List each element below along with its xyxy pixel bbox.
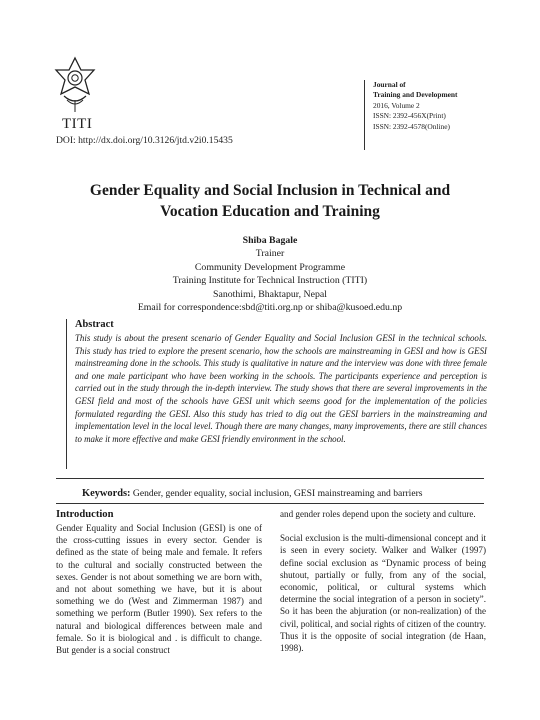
intro-left-column — [56, 508, 262, 656]
intro-right-column — [280, 508, 486, 654]
journal-name-line2: Training and Development — [373, 90, 458, 100]
author-name: Shiba Bagale — [242, 235, 298, 246]
journal-issn-print: ISSN: 2392-456X(Print) — [373, 111, 446, 121]
intro-right-paragraph-2: Social exclusion is the multi-dimensional concept and it is seen in every society. Walker and Walker (1997) define social exclusion as “Dynamic process of being shutout, partially or fully, from any of the social, economic, political, or cultural systems which determine the social integration of a person in society”. So it has been the abjuration (or non-realization) of the civil, political, and social rights of citizen of the country. Thus it is the opposite of social integration (de Haan, 1998). — [280, 533, 486, 654]
journal-name-line1: Journal of — [373, 80, 406, 89]
titi-logo-icon — [54, 56, 96, 118]
abstract-section — [66, 319, 487, 469]
abstract-heading: Abstract — [75, 319, 114, 330]
journal-info — [364, 80, 491, 150]
divider-top — [56, 478, 484, 479]
author-role: Trainer — [255, 248, 285, 260]
journal-year-volume: 2016, Volume 2 — [373, 100, 420, 110]
keywords-line — [82, 488, 423, 499]
paper-title: Gender Equality and Social Inclusion in Technical and Vocation Education and Training — [89, 182, 451, 220]
intro-heading: Introduction — [56, 509, 114, 520]
intro-left-paragraph: Gender Equality and Social Inclusion (GESI) is one of the cross-cutting issues in every sector. Gender is defined as the state of being male and female. It refers to the cultural and socially constructed between the sexes. Gender is not about something we are born with, and not about something we have, but it is about something we do (West and Zimmerman 1987) and something we perform (Butler 1990). Sex refers to the natural and biological differences between male and female. So it is biological and . is difficult to change. But gender is a social construct — [56, 523, 262, 656]
logo-wordmark: TITI — [62, 116, 93, 132]
author-institute: Training Institute for Technical Instruction (TITI) — [172, 275, 368, 287]
author-email[interactable]: Email for correspondence:sbd@titi.org.np or shiba@kusoed.edu.np — [137, 302, 403, 314]
author-block — [60, 234, 480, 314]
keywords-label: Keywords: — [82, 488, 131, 499]
doi-link[interactable]: DOI: http://dx.doi.org/10.3126/jtd.v2i0.15435 — [56, 135, 233, 146]
divider-bottom — [56, 503, 484, 504]
author-address: Sanothimi, Bhaktapur, Nepal — [213, 288, 327, 300]
keywords-text: Gender, gender equality, social inclusion, GESI mainstreaming and barriers — [132, 488, 423, 499]
author-dept: Community Development Programme — [194, 261, 346, 273]
journal-issn-online: ISSN: 2392-4578(Online) — [373, 121, 450, 131]
intro-right-paragraph-1: and gender roles depend upon the society and culture. — [280, 509, 476, 519]
abstract-text: This study is about the present scenario of Gender Equality and Social Inclusion GESI in the technical schools. This study has tried to explore the present scenario, how the schools are mainstreaming in GESI and how is GESI mainstreaming done in the schools. This study is qualitative in nature and the interview was done with three female and one male participant who have been working in the schools. The participants experience and perception is carried out in the study through the in-depth interview. The study shows that there are several improvements in the GESI field and most of the schools have GESI unit which seems good for the implementation of the policies formulated regarding the GESI. Also this study has tried to dig out the GESI barriers in the mainstreaming and implementation level in the local level. Though there are many changes, many improvements, there are still chances to make it more effective and make GESI friendly environment in the school. — [75, 333, 487, 444]
